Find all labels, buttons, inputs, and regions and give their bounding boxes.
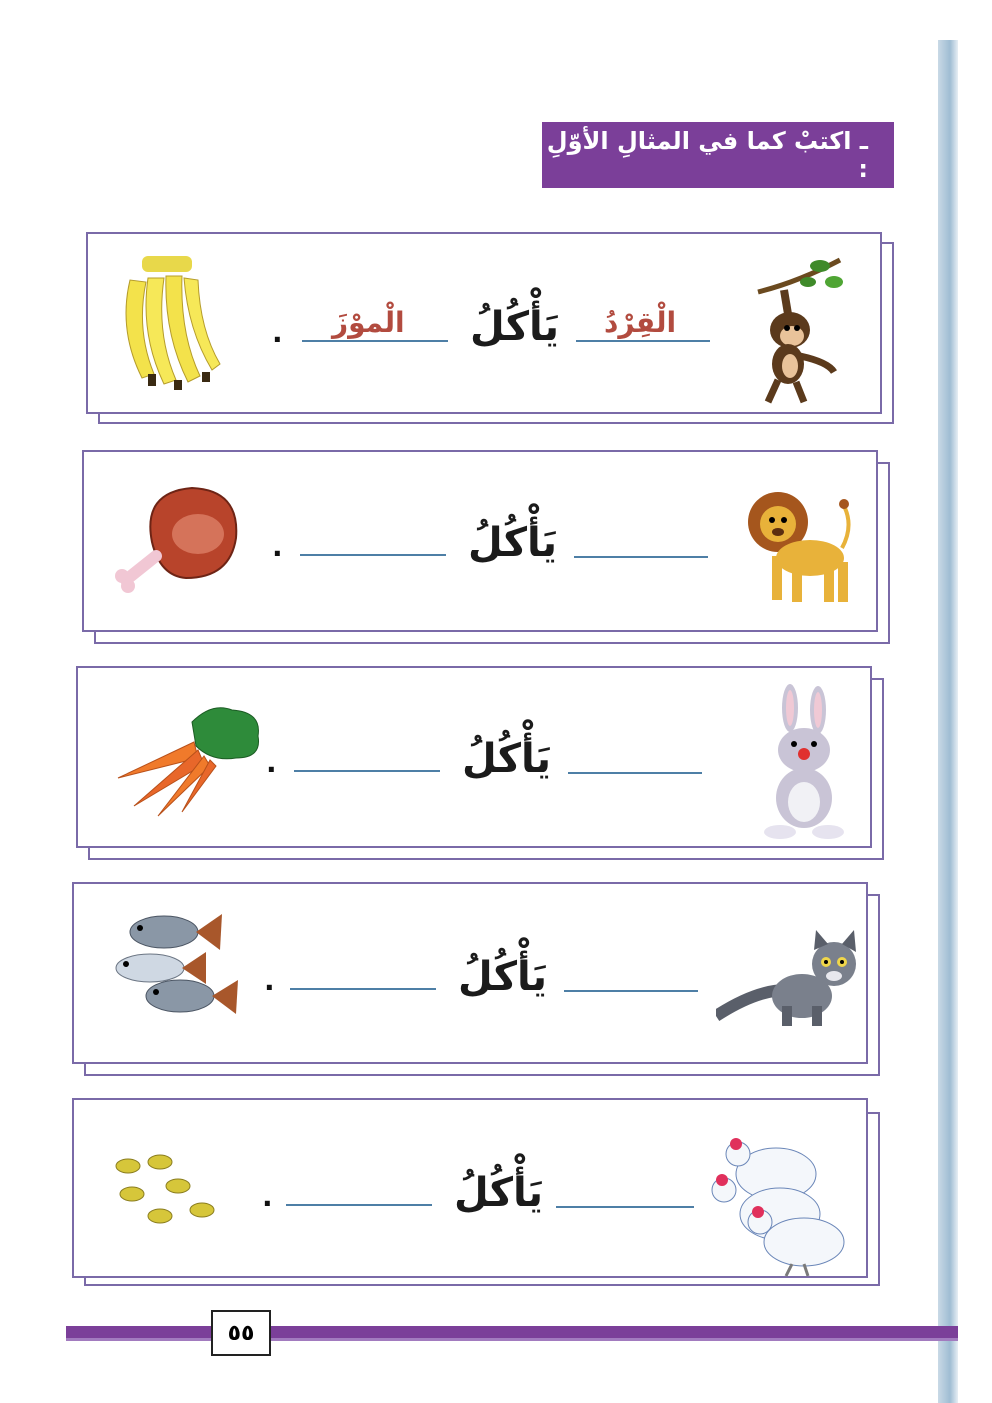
object-line — [286, 1204, 432, 1206]
period: . — [266, 746, 277, 779]
footer-bar — [66, 1326, 958, 1341]
fish-icon — [104, 906, 244, 1024]
meat-icon — [112, 482, 242, 594]
exercise-row-4 — [0, 882, 992, 1082]
verb-text: يَأْكُلُ — [470, 304, 560, 350]
cat-icon — [716, 930, 864, 1030]
object-line — [294, 770, 440, 772]
subject-line — [576, 340, 710, 342]
verb-text: يَأْكُلُ — [468, 520, 558, 566]
rabbit-icon — [756, 684, 852, 842]
instruction-text: ـ اكتبْ كما في المثالِ الأوّلِ : — [546, 127, 868, 183]
subject-line — [556, 1206, 694, 1208]
subject-line — [564, 990, 698, 992]
page-number — [211, 1310, 271, 1356]
period: . — [262, 1180, 273, 1213]
verb-text: يَأْكُلُ — [454, 1170, 544, 1216]
object-line — [302, 340, 448, 342]
subject-line — [568, 772, 702, 774]
subject-answer: الْقِرْدُ — [604, 306, 677, 339]
banana-icon — [112, 250, 224, 392]
instruction-title — [542, 122, 894, 188]
object-line — [290, 988, 436, 990]
page-number-text: ٥٥ — [227, 1320, 255, 1346]
period: . — [272, 316, 283, 349]
monkey-icon — [748, 252, 848, 412]
subject-line — [574, 556, 708, 558]
object-answer: الْموْزَ — [332, 306, 405, 339]
seeds-icon — [110, 1152, 220, 1232]
object-line — [300, 554, 446, 556]
lion-icon — [744, 486, 856, 606]
verb-text: يَأْكُلُ — [462, 736, 552, 782]
period: . — [272, 530, 283, 563]
exercise-row-2 — [0, 450, 992, 650]
exercise-row-3 — [0, 666, 992, 866]
period: . — [264, 964, 275, 997]
carrot-icon — [112, 702, 264, 818]
exercise-row-5 — [0, 1098, 992, 1298]
hen-icon — [708, 1124, 858, 1278]
verb-text: يَأْكُلُ — [458, 954, 548, 1000]
exercise-row-1 — [0, 232, 992, 432]
